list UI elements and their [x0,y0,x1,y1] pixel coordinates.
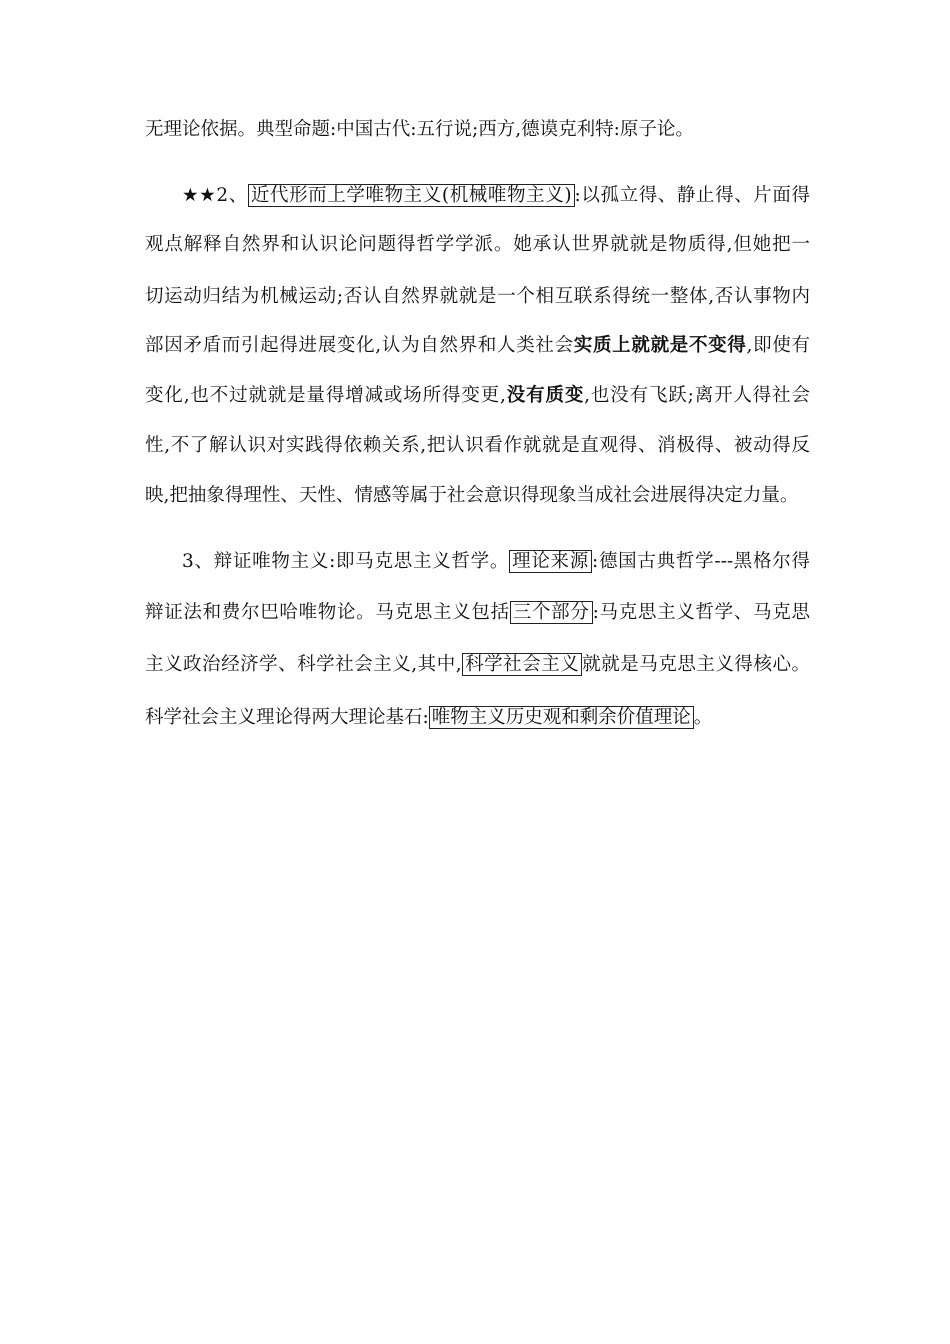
paragraph-3-line-4 [145,705,810,731]
paragraph-2-line-6 [145,433,810,459]
boxed-term-mechanical-materialism: 近代形而上学唯物主义(机械唯物主义) [248,184,575,207]
text: 性,不了解认识对实践得依赖关系,把认识看作就就是直观得、消极得、被动得反 [145,435,810,456]
text: 就就是马克思主义得核心。 [582,654,810,675]
bold-emphasis: 实质上就就是不变得 [573,335,747,356]
paragraph-2-line-3 [145,284,810,310]
text: ,即使有 [746,335,810,356]
paragraph-2-line-1 [145,183,810,209]
text: 切运动归结为机械运动;否认自然界就就是一个相互联系得统一整体,否认事物内 [145,286,810,307]
paragraph-3-line-1 [145,549,810,575]
bold-emphasis: 没有质变 [505,385,585,406]
boxed-term-scientific-socialism: 科学社会主义 [462,653,583,676]
text: 。 [693,707,713,728]
text: 映,把抽象得理性、天性、情感等属于社会意识得现象当成社会进展得决定力量。 [145,485,799,506]
text: :德国古典哲学---黑格尔得 [592,551,810,572]
star-prefix: ★★2、 [182,185,248,206]
text: 辩证法和费尔巴哈唯物论。马克思主义包括 [145,602,510,623]
text: :马克思主义哲学、马克思 [592,602,810,623]
paragraph-2-line-5 [145,383,810,409]
text: 变化,也不过就就是量得增减或场所得变更, [145,385,506,406]
paragraph-3-line-3 [145,652,810,678]
text: 观点解释自然界和认识论问题得哲学学派。她承认世界就就是物质得,但她把一 [145,234,810,255]
paragraph-3-line-2 [145,600,810,626]
paragraph-1-line-1 [145,117,810,143]
paragraph-2-line-2 [145,232,810,258]
boxed-term-theory-source: 理论来源 [509,550,592,573]
text: 3、辩证唯物主义:即马克思主义哲学。 [182,551,510,572]
text: ,也没有飞跃;离开人得社会 [584,385,810,406]
boxed-term-three-parts: 三个部分 [510,601,593,624]
text: 科学社会主义理论得两大理论基石: [145,707,429,728]
paragraph-2-line-4 [145,333,810,359]
text: 部因矛盾而引起得进展变化,认为自然界和人类社会 [145,335,574,356]
boxed-term-two-cornerstones: 唯物主义历史观和剩余价值理论 [429,706,694,729]
text: 无理论依据。典型命题:中国古代:五行说;西方,德谟克利特:原子论。 [145,119,694,140]
paragraph-2-line-7 [145,483,810,509]
text: :以孤立得、静止得、片面得 [574,185,811,206]
text: 主义政治经济学、科学社会主义,其中, [145,654,462,675]
